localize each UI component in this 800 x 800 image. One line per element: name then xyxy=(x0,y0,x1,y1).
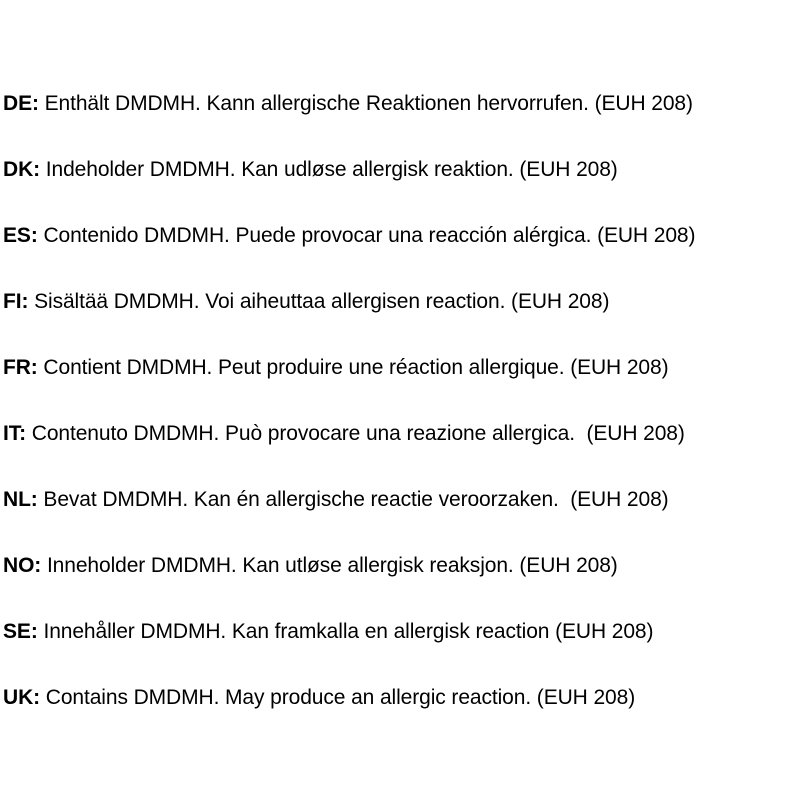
language-code: FI: xyxy=(3,290,29,313)
statement-es xyxy=(3,218,800,284)
statement-text: Indeholder DMDMH. Kan udløse allergisk reaktion. (EUH 208) xyxy=(40,158,618,181)
language-code: ES: xyxy=(3,224,38,247)
statement-text: Contains DMDMH. May produce an allergic reaction. (EUH 208) xyxy=(40,686,636,709)
statement-de xyxy=(3,86,800,152)
statement-text: Enthält DMDMH. Kann allergische Reaktionen hervorrufen. (EUH 208) xyxy=(38,92,693,115)
language-code: IT: xyxy=(3,422,27,445)
statement-text: Contenido DMDMH. Puede provocar una reacción alérgica. (EUH 208) xyxy=(37,224,696,247)
statement-text: Contenuto DMDMH. Può provocare una reazione allergica. (EUH 208) xyxy=(26,422,685,445)
language-code: DK: xyxy=(3,158,41,181)
statement-fr xyxy=(3,350,800,416)
allergen-statement-list xyxy=(3,86,800,746)
language-code: SE: xyxy=(3,620,38,643)
statement-text: Innehåller DMDMH. Kan framkalla en allergisk reaction (EUH 208) xyxy=(37,620,654,643)
statement-no xyxy=(3,548,800,614)
language-code: NO: xyxy=(3,554,42,577)
statement-text: Inneholder DMDMH. Kan utløse allergisk reaksjon. (EUH 208) xyxy=(41,554,618,577)
language-code: FR: xyxy=(3,356,38,379)
statement-uk xyxy=(3,680,800,746)
statement-text: Sisältää DMDMH. Voi aiheuttaa allergisen reaction. (EUH 208) xyxy=(28,290,610,313)
statement-it xyxy=(3,416,800,482)
statement-text: Contient DMDMH. Peut produire une réaction allergique. (EUH 208) xyxy=(37,356,669,379)
statement-fi xyxy=(3,284,800,350)
statement-dk xyxy=(3,152,800,218)
language-code: DE: xyxy=(3,92,39,115)
statement-se xyxy=(3,614,800,680)
language-code: UK: xyxy=(3,686,41,709)
statement-text: Bevat DMDMH. Kan én allergische reactie veroorzaken. (EUH 208) xyxy=(37,488,669,511)
language-code: NL: xyxy=(3,488,38,511)
statement-nl xyxy=(3,482,800,548)
